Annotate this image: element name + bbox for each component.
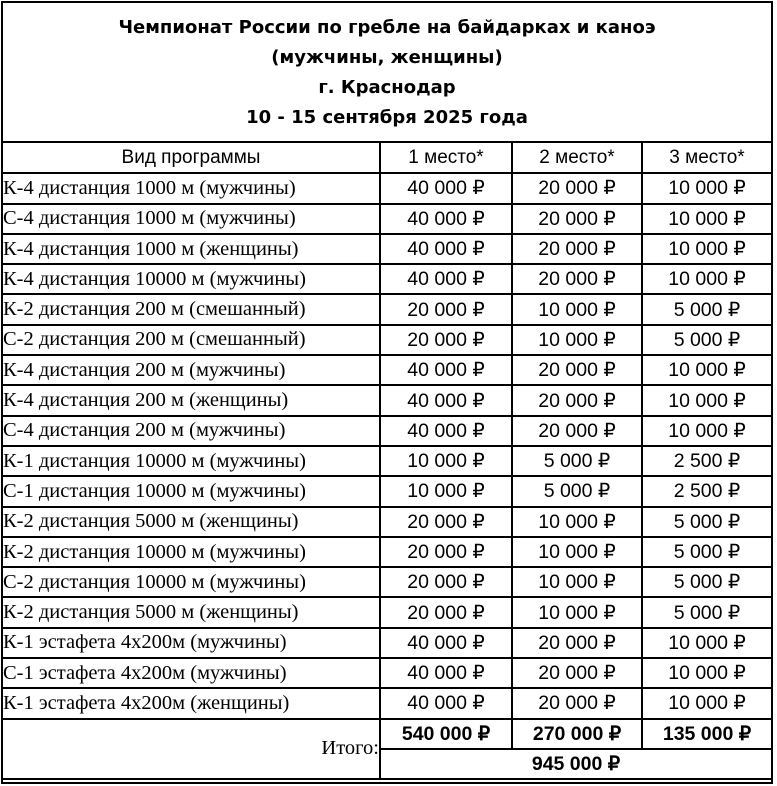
- total-label: Итого:: [3, 719, 380, 780]
- table-row: [3, 476, 771, 506]
- total-3rd: 135 000 ₽: [642, 719, 771, 749]
- prize-2nd: 20 000 ₽: [512, 688, 642, 718]
- prize-3rd: 10 000 ₽: [642, 173, 771, 203]
- program-name: С-4 дистанция 1000 м (мужчины): [3, 204, 380, 234]
- prize-1st: 10 000 ₽: [380, 476, 512, 506]
- title-block: [3, 3, 771, 143]
- program-name: К-2 дистанция 10000 м (мужчины): [3, 537, 380, 567]
- prize-3rd: 10 000 ₽: [642, 204, 771, 234]
- program-name: К-1 дистанция 10000 м (мужчины): [3, 446, 380, 476]
- prize-2nd: 20 000 ₽: [512, 385, 642, 415]
- prize-3rd: 2 500 ₽: [642, 446, 771, 476]
- header-program: Вид программы: [3, 143, 380, 173]
- table-row: [3, 658, 771, 688]
- table-row: [3, 264, 771, 294]
- prize-1st: 40 000 ₽: [380, 628, 512, 658]
- table-row: [3, 204, 771, 234]
- program-name: К-4 дистанция 1000 м (мужчины): [3, 173, 380, 203]
- table-row: [3, 234, 771, 264]
- prize-2nd: 20 000 ₽: [512, 264, 642, 294]
- table-row: [3, 173, 771, 203]
- header-place-2: 2 место*: [512, 143, 642, 173]
- program-name: С-4 дистанция 200 м (мужчины): [3, 416, 380, 446]
- header-place-3: 3 место*: [642, 143, 771, 173]
- prize-1st: 20 000 ₽: [380, 325, 512, 355]
- prize-2nd: 10 000 ₽: [512, 567, 642, 597]
- prize-1st: 20 000 ₽: [380, 567, 512, 597]
- prize-3rd: 5 000 ₽: [642, 537, 771, 567]
- table-row: [3, 537, 771, 567]
- program-name: С-1 дистанция 10000 м (мужчины): [3, 476, 380, 506]
- prize-2nd: 10 000 ₽: [512, 294, 642, 324]
- prize-3rd: 5 000 ₽: [642, 567, 771, 597]
- prize-2nd: 20 000 ₽: [512, 416, 642, 446]
- table-row: [3, 688, 771, 718]
- table-row: [3, 567, 771, 597]
- program-name: С-1 эстафета 4х200м (мужчины): [3, 658, 380, 688]
- prize-1st: 40 000 ₽: [380, 173, 512, 203]
- prize-2nd: 10 000 ₽: [512, 537, 642, 567]
- program-name: К-4 дистанция 1000 м (женщины): [3, 234, 380, 264]
- prize-2nd: 20 000 ₽: [512, 628, 642, 658]
- prize-1st: 40 000 ₽: [380, 688, 512, 718]
- prize-2nd: 5 000 ₽: [512, 476, 642, 506]
- prize-2nd: 10 000 ₽: [512, 507, 642, 537]
- prize-2nd: 20 000 ₽: [512, 204, 642, 234]
- table-row: [3, 294, 771, 324]
- prize-3rd: 10 000 ₽: [642, 688, 771, 718]
- prize-3rd: 10 000 ₽: [642, 264, 771, 294]
- program-name: К-1 эстафета 4х200м (мужчины): [3, 628, 380, 658]
- prize-3rd: 5 000 ₽: [642, 507, 771, 537]
- title-line-2: (мужчины, женщины): [271, 47, 503, 68]
- header-row: [3, 143, 771, 173]
- prize-1st: 40 000 ₽: [380, 416, 512, 446]
- program-name: С-2 дистанция 200 м (смешанный): [3, 325, 380, 355]
- program-name: К-1 эстафета 4х200м (женщины): [3, 688, 380, 718]
- prize-1st: 40 000 ₽: [380, 658, 512, 688]
- table-row: [3, 507, 771, 537]
- program-name: К-2 дистанция 200 м (смешанный): [3, 294, 380, 324]
- prize-1st: 20 000 ₽: [380, 294, 512, 324]
- prize-3rd: 5 000 ₽: [642, 325, 771, 355]
- prize-2nd: 20 000 ₽: [512, 173, 642, 203]
- total-2nd: 270 000 ₽: [512, 719, 642, 749]
- prize-1st: 20 000 ₽: [380, 597, 512, 627]
- prize-2nd: 20 000 ₽: [512, 355, 642, 385]
- program-name: К-2 дистанция 5000 м (женщины): [3, 597, 380, 627]
- table-row: [3, 628, 771, 658]
- prize-3rd: 10 000 ₽: [642, 628, 771, 658]
- prize-3rd: 10 000 ₽: [642, 385, 771, 415]
- total-1st: 540 000 ₽: [380, 719, 512, 749]
- prize-1st: 40 000 ₽: [380, 355, 512, 385]
- prize-table: [3, 143, 771, 780]
- program-name: К-4 дистанция 200 м (женщины): [3, 385, 380, 415]
- prize-sheet: [1, 1, 773, 784]
- prize-2nd: 10 000 ₽: [512, 597, 642, 627]
- program-name: К-4 дистанция 10000 м (мужчины): [3, 264, 380, 294]
- title-line-4: 10 - 15 сентября 2025 года: [246, 107, 528, 128]
- header-place-1: 1 место*: [380, 143, 512, 173]
- prize-3rd: 10 000 ₽: [642, 234, 771, 264]
- program-name: С-2 дистанция 10000 м (мужчины): [3, 567, 380, 597]
- prize-1st: 20 000 ₽: [380, 537, 512, 567]
- grand-total: 945 000 ₽: [380, 749, 771, 779]
- title-line-3: г. Краснодар: [318, 77, 456, 98]
- prize-1st: 40 000 ₽: [380, 204, 512, 234]
- table-row: [3, 355, 771, 385]
- prize-1st: 40 000 ₽: [380, 385, 512, 415]
- prize-3rd: 10 000 ₽: [642, 658, 771, 688]
- prize-3rd: 10 000 ₽: [642, 416, 771, 446]
- prize-1st: 20 000 ₽: [380, 507, 512, 537]
- prize-3rd: 2 500 ₽: [642, 476, 771, 506]
- totals-row: [3, 719, 771, 749]
- table-row: [3, 416, 771, 446]
- prize-2nd: 5 000 ₽: [512, 446, 642, 476]
- table-row: [3, 325, 771, 355]
- table-row: [3, 446, 771, 476]
- prize-2nd: 10 000 ₽: [512, 325, 642, 355]
- title-line-1: Чемпионат России по гребле на байдарках и каноэ: [118, 17, 656, 38]
- program-name: К-2 дистанция 5000 м (женщины): [3, 507, 380, 537]
- table-row: [3, 597, 771, 627]
- program-name: К-4 дистанция 200 м (мужчины): [3, 355, 380, 385]
- prize-3rd: 5 000 ₽: [642, 294, 771, 324]
- table-row: [3, 385, 771, 415]
- prize-1st: 40 000 ₽: [380, 234, 512, 264]
- prize-3rd: 10 000 ₽: [642, 355, 771, 385]
- prize-2nd: 20 000 ₽: [512, 658, 642, 688]
- prize-1st: 40 000 ₽: [380, 264, 512, 294]
- prize-1st: 10 000 ₽: [380, 446, 512, 476]
- prize-2nd: 20 000 ₽: [512, 234, 642, 264]
- prize-3rd: 5 000 ₽: [642, 597, 771, 627]
